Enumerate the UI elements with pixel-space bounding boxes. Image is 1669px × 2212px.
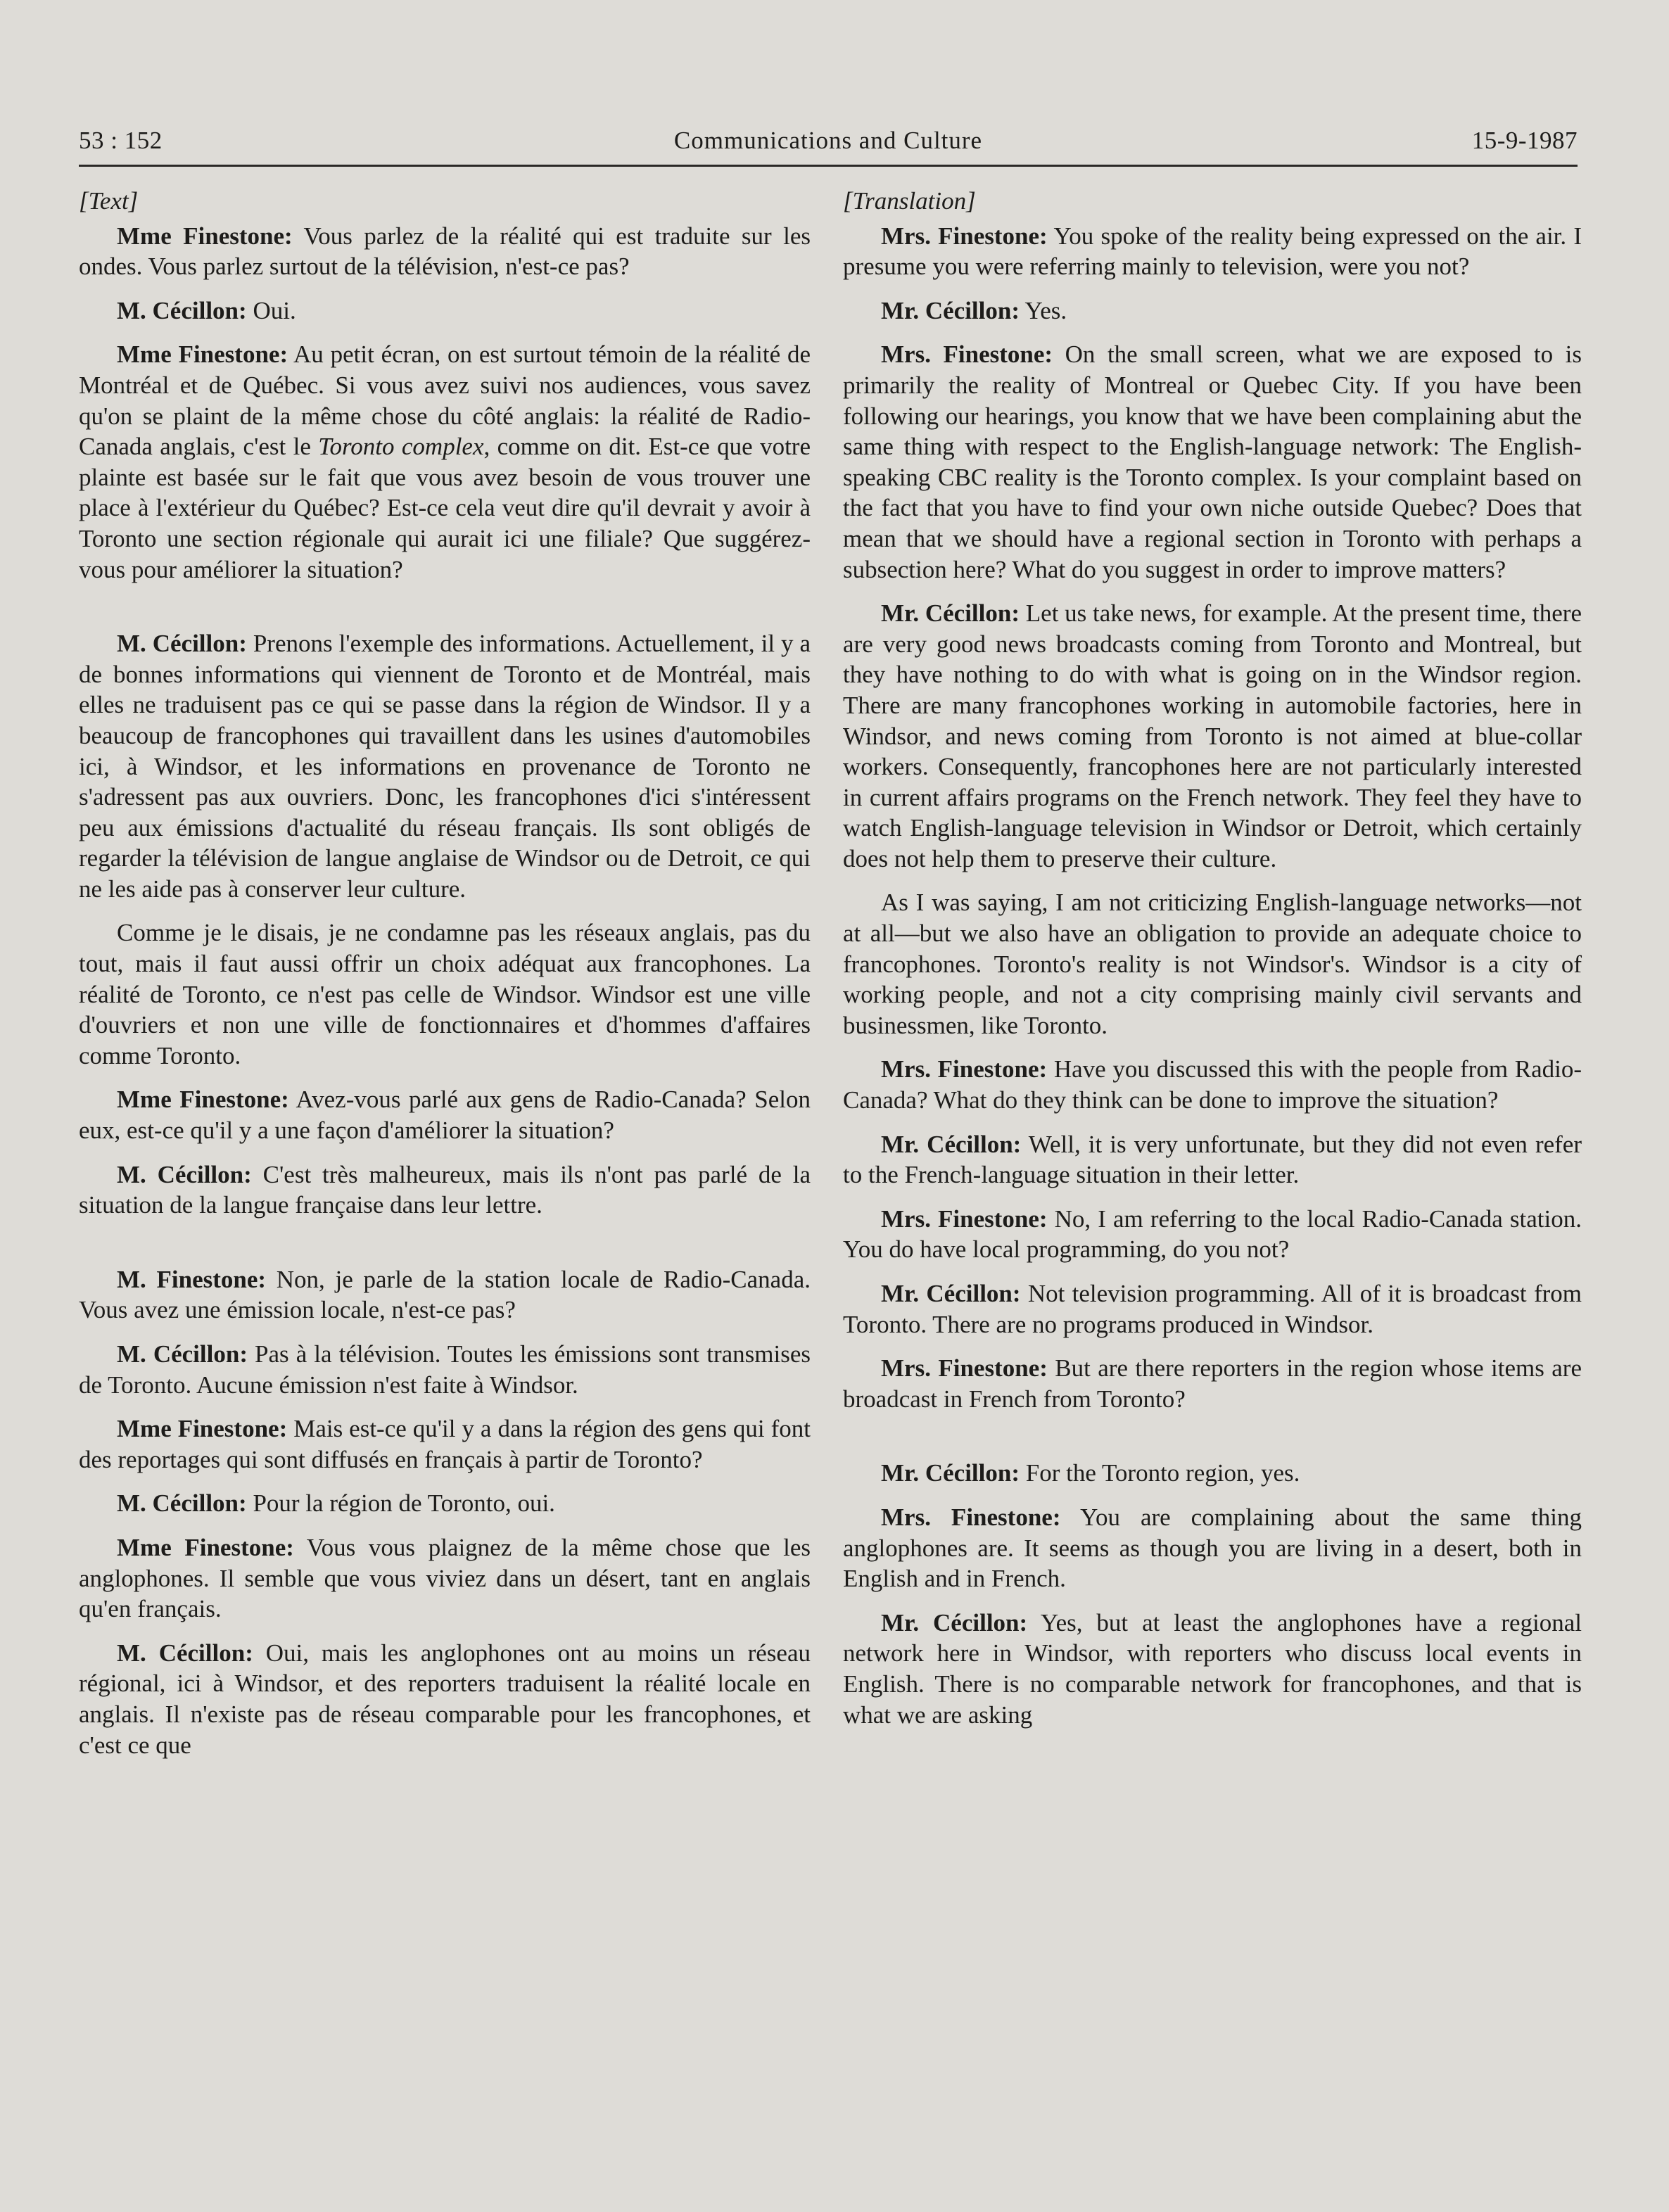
transcript-paragraph bbox=[79, 628, 811, 904]
section-label-translation: [Translation] bbox=[843, 187, 976, 215]
paragraph-text: Yes, but at least the anglophones have a regional network here in Windsor, with reporters who discuss local events in English. There is no comparable network for francophones, and that is what we are asking bbox=[843, 1608, 1582, 1729]
paragraph-text-continued: , comme on dit. Est-ce que votre plainte est basée sur le fait que vous avez besoin de vous trouver une place à l'extérieur du Québec? Est-ce cela veut dire qu'il devrait y avoir à Toronto une section régionale qui aurait ici une filiale? Que suggérez-vous pour améliorer la situation? bbox=[79, 433, 811, 583]
transcript-paragraph bbox=[79, 1084, 811, 1145]
transcript-paragraph bbox=[843, 598, 1582, 874]
paragraph-text: For the Toronto region, yes. bbox=[1020, 1459, 1300, 1487]
transcript-paragraph bbox=[843, 1502, 1582, 1594]
paragraph-text: C'est très malheureux, mais ils n'ont pas parlé de la situation de la langue française dans leur lettre. bbox=[79, 1160, 811, 1219]
header-rule bbox=[79, 165, 1578, 167]
paragraph-text: Oui, mais les anglophones ont au moins un réseau régional, ici à Windsor, et des reporters traduisent la réalité locale en anglais. Il n'existe pas de réseau comparable pour les francophones, et c'est ce que bbox=[79, 1639, 811, 1759]
paragraph-text: Vous parlez de la réalité qui est traduite sur les ondes. Vous parlez surtout de la télévision, n'est-ce pas? bbox=[79, 222, 811, 281]
transcript-paragraph bbox=[843, 1129, 1582, 1190]
french-text-column bbox=[79, 186, 811, 1774]
transcript-paragraph bbox=[79, 339, 811, 585]
speaker-name: M. Cécillon: bbox=[117, 1340, 248, 1368]
speaker-name: M. Cécillon: bbox=[117, 1489, 247, 1518]
paragraph-text: No, I am referring to the local Radio-Canada station. You do have local programming, do you not? bbox=[843, 1204, 1582, 1264]
transcript-paragraph bbox=[79, 917, 811, 1071]
transcript-paragraph bbox=[79, 1339, 811, 1400]
speaker-name: M. Cécillon: bbox=[117, 296, 247, 324]
transcript-paragraph bbox=[843, 1458, 1582, 1489]
paragraph-text: Let us take news, for example. At the present time, there are very good news broadcasts coming from Toronto and Montreal, but they have nothing to do with what is going on in the Windsor region. There are many francophones working in automobile factories, here in Windsor, and news coming from Toronto is not aimed at blue-collar workers. Consequently, francophones here are not particularly interested in current affairs programs on the French network. They feel they have to watch English-language television in Windsor or Detroit, which certainly does not help them to preserve their culture. bbox=[843, 599, 1582, 872]
transcript-paragraph bbox=[79, 1638, 811, 1760]
speaker-name: Mrs. Finestone: bbox=[881, 222, 1048, 250]
transcript-paragraph bbox=[843, 1278, 1582, 1340]
paragraph-text: But are there reporters in the region whose items are broadcast in French from Toronto? bbox=[843, 1354, 1582, 1413]
page-reference: 53 : 152 bbox=[79, 127, 163, 154]
paragraph-text: Vous vous plaignez de la même chose que les anglophones. Il semble que vous viviez dans un désert, tant en anglais qu'en français. bbox=[79, 1533, 811, 1623]
speaker-name: Mme Finestone: bbox=[117, 1415, 288, 1443]
transcript-paragraph bbox=[843, 295, 1582, 326]
paragraph-text: Not television programming. All of it is broadcast from Toronto. There are no programs produced in Windsor. bbox=[843, 1280, 1582, 1338]
paragraph-text: Pas à la télévision. Toutes les émissions sont transmises de Toronto. Aucune émission n'est faite à Windsor. bbox=[79, 1340, 811, 1399]
speaker-name: Mr. Cécillon: bbox=[881, 1608, 1028, 1636]
transcript-paragraph bbox=[843, 1353, 1582, 1414]
english-translation-column bbox=[843, 186, 1582, 1743]
speaker-name: Mme Finestone: bbox=[117, 222, 293, 250]
transcript-paragraph bbox=[843, 1054, 1582, 1115]
transcript-paragraph bbox=[79, 1264, 811, 1326]
speaker-name: M. Cécillon: bbox=[117, 630, 247, 658]
speaker-name: M. Cécillon: bbox=[117, 1160, 252, 1188]
speaker-name: Mr. Cécillon: bbox=[881, 599, 1020, 628]
transcript-paragraph bbox=[843, 221, 1582, 282]
transcript-paragraph bbox=[843, 887, 1582, 1041]
speaker-name: M. Cécillon: bbox=[117, 1639, 253, 1667]
paragraph-text: Mais est-ce qu'il y a dans la région des gens qui font des reportages qui sont diffusés en français à partir de Toronto? bbox=[79, 1415, 811, 1473]
transcript-paragraph bbox=[843, 1204, 1582, 1265]
committee-title: Communications and Culture bbox=[673, 127, 983, 154]
paragraph-text: Comme je le disais, je ne condamne pas les réseaux anglais, pas du tout, mais il faut aussi offrir un choix adéquat aux francophones. La réalité de Toronto, ce n'est pas celle de Windsor. Windsor est une ville d'ouvriers et non une ville de fonctionnaires et d'hommes d'affaires comme Toronto. bbox=[79, 919, 811, 1069]
speaker-name: Mrs. Finestone: bbox=[881, 1503, 1061, 1531]
transcript-paragraph bbox=[79, 1488, 811, 1519]
transcript-paragraph bbox=[843, 1608, 1582, 1730]
transcript-paragraph bbox=[79, 1532, 811, 1625]
speaker-name: Mr. Cécillon: bbox=[881, 1130, 1022, 1158]
paragraph-text: Oui. bbox=[246, 296, 296, 324]
transcript-paragraph bbox=[79, 1159, 811, 1221]
transcript-paragraph bbox=[79, 295, 811, 326]
paragraph-text: Non, je parle de la station locale de Radio-Canada. Vous avez une émission locale, n'est-ce pas? bbox=[79, 1265, 811, 1324]
paragraph-text: On the small screen, what we are exposed to is primarily the reality of Montreal or Quebec City. If you have been following our hearings, you know that we have been complaining abut the same thing with respect to the English-language network: The English-speaking CBC reality is the Toronto complex. Is your complaint based on the fact that you have to find your own niche outside Quebec? Does that mean that we should have a regional section in Toronto with perhaps a subsection here? What do you suggest in order to improve matters? bbox=[843, 341, 1582, 583]
paragraph-text: As I was saying, I am not criticizing English-language networks—not at all—but we also have an obligation to provide an adequate choice to francophones. Toronto's reality is not Windsor's. Windsor is a city of working people, and not a city comprising mainly civil servants and businessmen, like Toronto. bbox=[843, 889, 1582, 1039]
paragraph-text: Prenons l'exemple des informations. Actuellement, il y a de bonnes informations qui viennent de Toronto et de Montréal, mais elles ne traduisent pas ce qui se passe dans la région de Windsor. Il y a beaucoup de francophones qui travaillent dans les usines d'automobiles ici, à Windsor, et les informations en provenance de Toronto ne s'adressent pas aux ouvriers. Donc, les francophones d'ici s'intéressent peu aux émissions d'actualité du réseau français. Ils sont obligés de regarder la télévision de langue anglaise de Windsor ou de Detroit, ce qui ne les aide pas à conserver leur culture. bbox=[79, 630, 811, 903]
paragraph-text: You spoke of the reality being expressed on the air. I presume you were referring mainly to television, were you not? bbox=[843, 222, 1582, 281]
transcript-paragraph bbox=[843, 339, 1582, 585]
speaker-name: Mrs. Finestone: bbox=[881, 1354, 1048, 1382]
paragraph-text: You are complaining about the same thing anglophones are. It seems as though you are living in a desert, both in English and in French. bbox=[843, 1503, 1582, 1593]
speaker-name: Mme Finestone: bbox=[117, 341, 288, 369]
session-date: 15-9-1987 bbox=[1471, 127, 1578, 154]
paragraph-text: Well, it is very unfortunate, but they did not even refer to the French-language situation in their letter. bbox=[843, 1130, 1582, 1189]
paragraph-text: Have you discussed this with the people from Radio-Canada? What do they think can be done to improve the situation? bbox=[843, 1055, 1582, 1114]
speaker-name: M. Finestone: bbox=[117, 1265, 267, 1293]
speaker-name: Mr. Cécillon: bbox=[881, 1280, 1021, 1307]
speaker-name: Mrs. Finestone: bbox=[881, 341, 1053, 369]
speaker-name: Mrs. Finestone: bbox=[881, 1055, 1048, 1083]
italic-phrase: Toronto complex bbox=[318, 433, 484, 461]
speaker-name: Mr. Cécillon: bbox=[881, 1459, 1020, 1487]
speaker-name: Mrs. Finestone: bbox=[881, 1204, 1048, 1233]
page-header bbox=[79, 127, 1578, 163]
speaker-name: Mr. Cécillon: bbox=[881, 296, 1020, 324]
paragraph-text: Pour la région de Toronto, oui. bbox=[246, 1489, 555, 1518]
speaker-name: Mme Finestone: bbox=[117, 1086, 289, 1114]
transcript-paragraph bbox=[79, 1413, 811, 1475]
section-label-text: [Text] bbox=[79, 187, 139, 215]
transcript-paragraph bbox=[79, 221, 811, 282]
paragraph-text: Yes. bbox=[1020, 296, 1067, 324]
paragraph-text: Au petit écran, on est surtout témoin de la réalité de Montréal et de Québec. Si vous avez suivi nos audiences, vous savez qu'on se plaint de la même chose du côté anglais: la réalité de Radio-Canada anglais, c'est le bbox=[79, 341, 811, 461]
paragraph-text: Avez-vous parlé aux gens de Radio-Canada? Selon eux, est-ce qu'il y a une façon d'améliorer la situation? bbox=[79, 1086, 811, 1145]
speaker-name: Mme Finestone: bbox=[117, 1533, 294, 1561]
